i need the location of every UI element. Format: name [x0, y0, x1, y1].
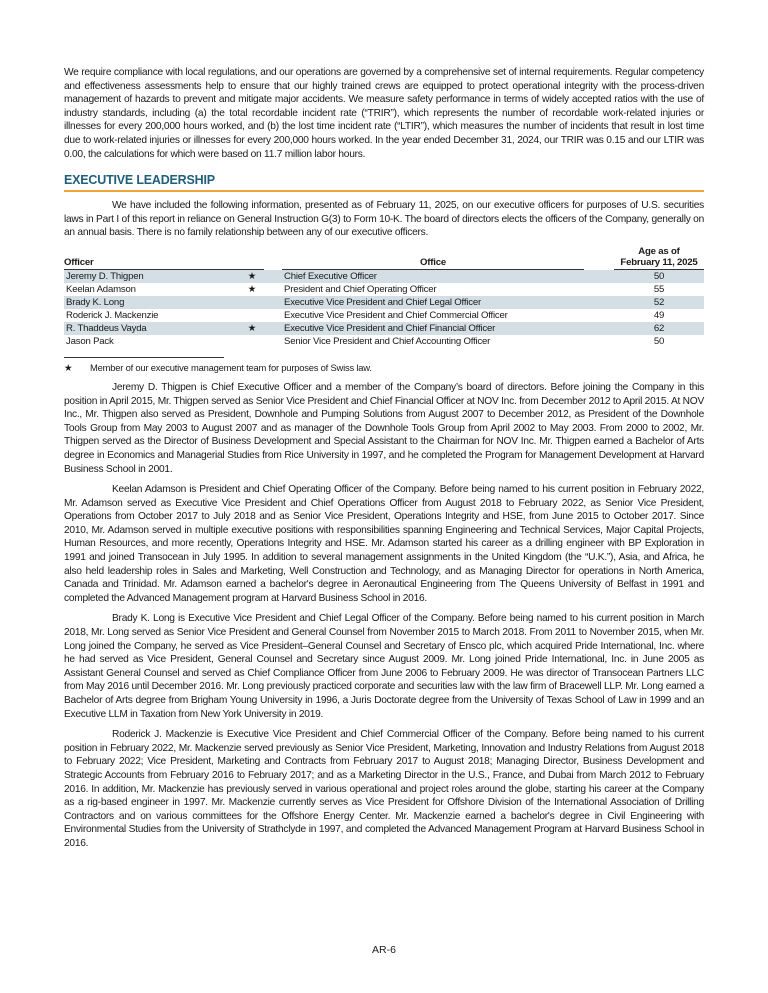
- bio-thigpen: Jeremy D. Thigpen is Chief Executive Officer and a member of the Company’s board of directors. Before joining the Company in this position in April 2015, Mr. Thigpen served as Senior Vice President and Chief Financial Officer at NOV Inc. from December 2012 to April 2015. At NOV Inc., Mr. Thigpen also served as President, Downhole and Pumping Solutions from August 2007 to December 2012, as President of the Downhole Tools Group from May 2003 to August 2007 and as manager of the Downhole Tools Group from April 2002 to May 2003. From 2000 to 2002, Mr. Thigpen served as the Director of Business Development and Special Assistant to the Chairman for NOV Inc. Mr. Thigpen earned a Bachelor of Arts degree in Economics and Managerial Studies from Rice University in 1997, and he completed the Program for Management Development at Harvard Business School in 2001.: [64, 381, 704, 475]
- table-row: [64, 270, 704, 283]
- officer-age: 62: [614, 322, 704, 335]
- office-title: Executive Vice President and Chief Commercial Officer: [284, 309, 508, 321]
- bio-long: Brady K. Long is Executive Vice President and Chief Legal Officer of the Company. Before being named to his current position in March 2018, Mr. Long served as Senior Vice President and General Counsel from November 2015 to March 2018. From 2011 to November 2015, when Mr. Long joined the Company, he served as Vice President–General Counsel and Secretary of Ensco plc, which acquired Pride International, Inc. where he had served as Vice President, General Counsel and Secretary since August 2009. Mr. Long joined Pride International, Inc. in June 2005 as Assistant General Counsel and served as Chief Compliance Officer from June 2006 to February 2009. He was director of Transocean Partners LLC from May 2016 until December 2016. Mr. Long previously practiced corporate and securities law with the law firm of Bracewell LLP. Mr. Long earned a Bachelor of Arts degree from Brigham Young University in 1996, a Juris Doctorate degree from the University of Texas School of Law in 1999 and an Executive LLM in Taxation from New York University in 2019.: [64, 613, 704, 720]
- table-row: [64, 283, 704, 296]
- office-title: Executive Vice President and Chief Financial Officer: [282, 322, 584, 335]
- header-age-line2: February 11, 2025: [614, 257, 704, 270]
- section-heading: EXECUTIVE LEADERSHIP: [64, 173, 704, 192]
- bio-adamson: Keelan Adamson is President and Chief Operating Officer of the Company. Before being named to his current position in February 2022, Mr. Adamson served as Executive Vice President and Chief Operations Officer from August 2018 to February 2022, as Senior Vice President, Operations from October 2017 to July 2018 and as Senior Vice President, Operations Integrity and HSE, from June 2015 to October 2017. Since 2010, Mr. Adamson served in multiple executive positions with responsibilities spanning Engineering and Technical Services, Major Capital Projects, Human Resources, and more recently, Operations Integrity and HSE. Mr. Adamson started his career as a drilling engineer with BP Exploration in 1991 and joined Transocean in July 1995. In addition to several management assignments in the United Kingdom (the “U.K.”), Asia, and Africa, he also held leadership roles in Sales and Marketing, Well Construction and Technology, and as Managing Director for operations in North America, Canada and Trinidad. Mr. Adamson earned a bachelor's degree in Aeronautical Engineering from The Queens University of Belfast in 1991 and completed the Advanced Management program at Harvard Business School in 2016.: [64, 484, 704, 604]
- star-icon: [240, 335, 264, 348]
- office-title: Senior Vice President and Chief Accounting Officer: [284, 335, 491, 347]
- section-intro: We have included the following information, presented as of February 11, 2025, on our executive officers for purposes of U.S. securities laws in Part I of this report in reliance on General Instruction G(3) to Form 10-K. The board of directors elects the officers of the Company, generally on an annual basis. There is no family relationship between any of our executive officers.: [64, 200, 704, 239]
- document-page: [64, 66, 704, 851]
- officer-age: 55: [653, 283, 665, 295]
- office-title: Chief Executive Officer: [282, 270, 584, 283]
- office-title: President and Chief Operating Officer: [284, 283, 437, 295]
- star-icon: ★: [240, 322, 264, 335]
- officer-age: 50: [614, 270, 704, 283]
- star-icon: ★: [247, 283, 257, 295]
- officer-age: 50: [653, 335, 665, 347]
- table-row: [64, 309, 704, 322]
- intro-paragraph: We require compliance with local regulations, and our operations are governed by a comprehensive set of internal requirements. Regular competency and effectiveness assessments help to ensure that our highly trained crews are equipped to protect operational integrity with the process-driven management of hazards to prevent and mitigate major accidents. We measure safety performance in terms of widely accepted ratios with the use of industry standards, including (a) the total recordable incident rate (“TRIR”), which represents the number of recordable work-related injuries or illnesses for every 200,000 hours worked, and (b) the lost time incident rate (“LTIR”), which measures the number of incidents that result in lost time due to work-related injuries or illnesses for every 200,000 hours worked. In the year ended December 31, 2024, our TRIR was 0.15 and our LTIR was 0.00, the calculations for which were based on 11.7 million labor hours.: [64, 67, 704, 160]
- page-number: AR-6: [372, 944, 396, 956]
- officer-name: Jeremy D. Thigpen: [64, 270, 240, 283]
- footnote: [64, 362, 704, 374]
- star-icon: ★: [240, 270, 264, 283]
- header-officer: Officer: [64, 257, 240, 270]
- officer-name: Roderick J. Mackenzie: [66, 309, 159, 321]
- star-icon: ★: [64, 361, 73, 373]
- officer-age: 52: [614, 296, 704, 309]
- star-icon: [240, 309, 264, 322]
- bio-mackenzie: Roderick J. Mackenzie is Executive Vice President and Chief Commercial Officer of the Company. Before being named to his current position in February 2022, Mr. Mackenzie served previously as Senior Vice President, Marketing, Innovation and Industry Relations from August 2018 to February 2022; Vice President, Marketing and Contracts from February 2017 to August 2018; Managing Director, Business Development and Strategic Accounts from February 2016 to February 2017; and as a Marketing Director in the U.S., France, and Dubai from March 2012 to February 2016. In addition, Mr. Mackenzie has previously served in various operational and project roles around the globe, starting his career at the Company as a rig-based engineer in 1997. Mr. Mackenzie currently serves as Vice President for Offshore Division of the International Association of Drilling Contractors and on various committees for the Offshore Energy Center. Mr. Mackenzie earned a bachelor's degree in Civil Engineering with Environmental Studies from the University of Strathclyde in 1997, and completed the Advanced Management Program at Harvard Business School in 2016.: [64, 729, 704, 849]
- officer-name: Brady K. Long: [64, 296, 240, 309]
- footnote-text: Member of our executive management team for purposes of Swiss law.: [90, 361, 372, 373]
- footnote-divider: [64, 357, 224, 358]
- officer-name: Jason Pack: [66, 335, 114, 347]
- officer-name: Keelan Adamson: [66, 283, 136, 295]
- executive-officers-table: [64, 246, 704, 348]
- table-row: [64, 322, 704, 335]
- officer-name: R. Thaddeus Vayda: [64, 322, 240, 335]
- star-icon: [240, 296, 264, 309]
- header-office: Office: [282, 257, 584, 270]
- header-age-line1: Age as of: [638, 245, 680, 257]
- table-row: [64, 335, 704, 348]
- table-row: [64, 296, 704, 309]
- office-title: Executive Vice President and Chief Legal Officer: [282, 296, 584, 309]
- officer-age: 49: [653, 309, 665, 321]
